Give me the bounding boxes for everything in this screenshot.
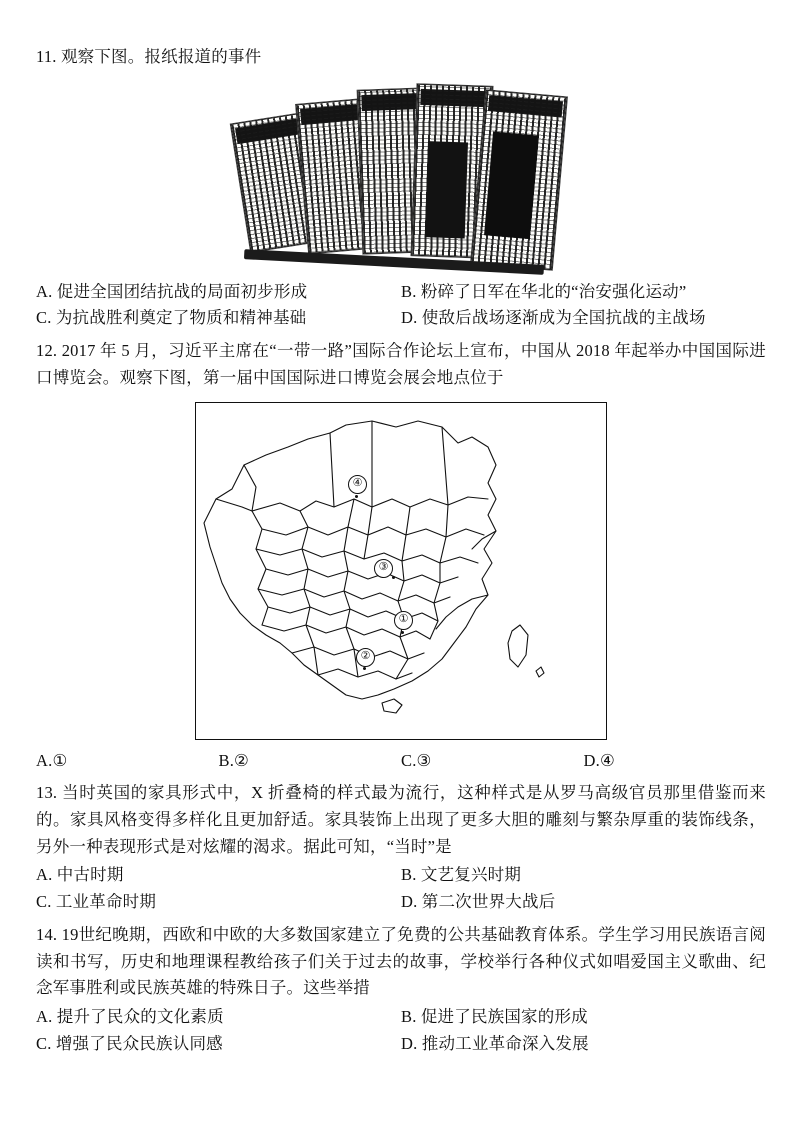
option-d[interactable]: D. 使敌后战场逐渐成为全国抗战的主战场 — [401, 308, 706, 328]
question-12-options — [36, 748, 766, 775]
question-11-stem: 11. 观察下图。报纸报道的事件 — [36, 47, 262, 66]
map-point-dot — [363, 667, 366, 670]
newspaper-clipping — [471, 89, 568, 269]
map-point-dot — [401, 631, 404, 634]
newspaper-collage — [236, 79, 566, 269]
newspaper-collage-figure — [36, 79, 766, 269]
option-b[interactable]: B. 促进了民族国家的形成 — [401, 1007, 588, 1027]
option-b[interactable]: B. 文艺复兴时期 — [401, 865, 522, 885]
map-point-dot — [355, 495, 358, 498]
question-14 — [36, 922, 766, 1058]
option-a[interactable]: A. 提升了民众的文化素质 — [36, 1007, 224, 1027]
map-point-dot — [392, 576, 395, 579]
question-12 — [36, 338, 766, 774]
question-13-stem: 13. 当时英国的家具形式中，X 折叠椅的样式最为流行，这种样式是从罗马高级官员那里借鉴而来的。家具风格变得多样化且更加舒适。家具装饰上出现了更多大胆的雕刻与繁杂厚重的装饰线条，另外一种表现形式是对炫耀的渴求。据此可知，“当时”是 — [36, 783, 766, 856]
map-marker-2: ② — [356, 648, 375, 667]
option-c[interactable]: C.③ — [401, 750, 432, 770]
map-marker-3: ③ — [374, 559, 393, 578]
question-13-options — [36, 862, 766, 915]
option-c[interactable]: C. 增强了民众民族认同感 — [36, 1033, 223, 1053]
question-11-options — [36, 279, 766, 332]
option-d[interactable]: D.④ — [583, 750, 615, 770]
china-map — [195, 402, 607, 740]
question-14-options — [36, 1004, 766, 1057]
option-c[interactable]: C. 为抗战胜利奠定了物质和精神基础 — [36, 308, 307, 328]
china-map-outline — [196, 403, 606, 739]
question-12-stem: 12. 2017 年 5 月，习近平主席在“一带一路”国际合作论坛上宣布，中国从 2018 年起举办中国国际进口博览会。观察下图，第一届中国国际进口博览会展会地点位于 — [36, 341, 766, 387]
map-marker-1: ① — [394, 611, 413, 630]
option-a[interactable]: A.① — [36, 750, 68, 770]
option-b[interactable]: B.② — [218, 750, 250, 770]
option-d[interactable]: D. 推动工业革命深入发展 — [401, 1033, 589, 1053]
question-11 — [36, 44, 766, 332]
option-a[interactable]: A. 促进全国团结抗战的局面初步形成 — [36, 281, 308, 301]
option-d[interactable]: D. 第二次世界大战后 — [401, 892, 556, 912]
page-content — [36, 44, 766, 1058]
question-14-stem: 14. 19世纪晚期，西欧和中欧的大多数国家建立了免费的公共基础教育体系。学生学习用民族语言阅读和书写，历史和地理课程教给孩子们关于过去的故事，学校举行各种仪式如唱爱国主义歌曲、纪念军事胜利或民族英雄的特殊日子。这些举措 — [36, 924, 766, 998]
question-13 — [36, 780, 766, 916]
option-c[interactable]: C. 工业革命时期 — [36, 892, 157, 912]
option-b[interactable]: B. 粉碎了日军在华北的“治安强化运动” — [401, 281, 687, 301]
map-marker-4: ④ — [348, 475, 367, 494]
china-map-figure — [36, 402, 766, 740]
option-a[interactable]: A. 中古时期 — [36, 865, 124, 885]
